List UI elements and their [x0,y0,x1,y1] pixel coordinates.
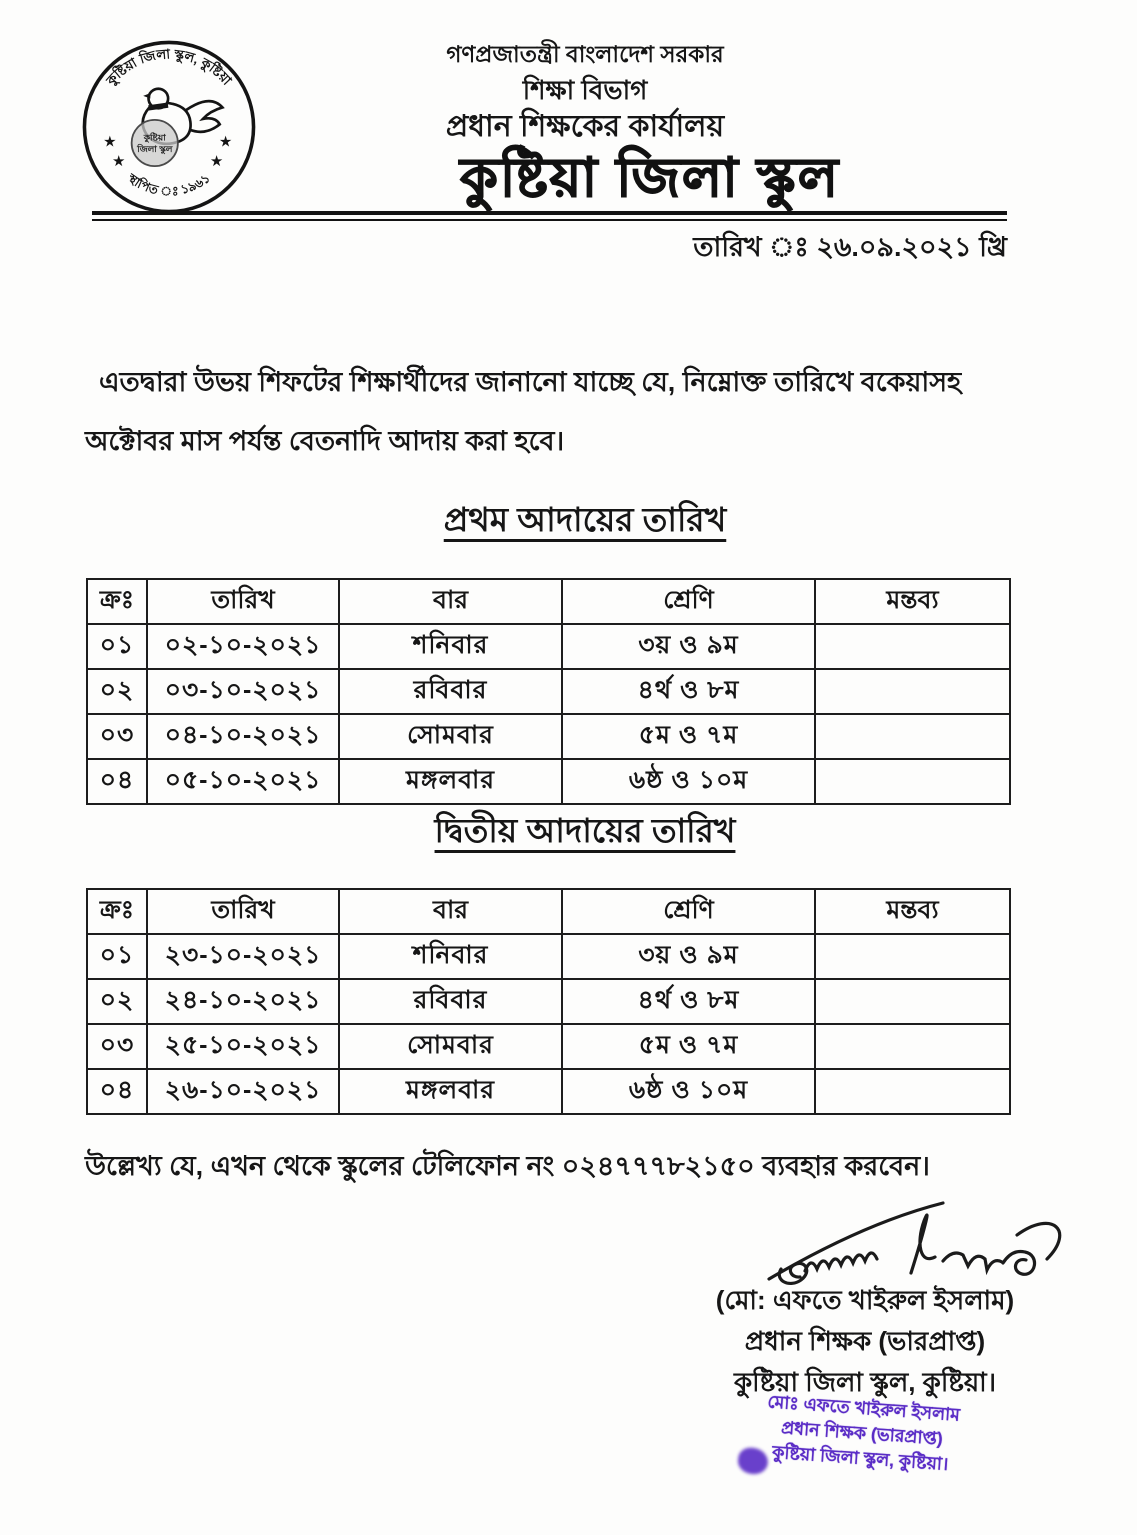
table-cell: ০৪ [87,759,147,804]
table-cell: ০৫-১০-২০২১ [147,759,339,804]
table-cell: ৩য় ও ৯ম [562,624,815,669]
seal-center-line1: কুষ্টিয়া [143,132,166,143]
column-header: ক্রঃ [87,579,147,624]
table-cell: ০৪ [87,1069,147,1114]
column-header: শ্রেণি [562,579,815,624]
table-cell: রবিবার [339,669,562,714]
table-cell: ৪র্থ ও ৮ম [562,669,815,714]
table-cell: ০১ [87,624,147,669]
table-cell: মঙ্গলবার [339,1069,562,1114]
table-row [87,759,1010,804]
table-cell [815,624,1010,669]
first-collection-table [86,578,1011,805]
school-seal [80,38,258,216]
stamp-name: মোঃ এফতে খাইরুল ইসলাম [766,1391,961,1425]
first-collection-heading: প্রথম আদায়ের তারিখ [443,501,727,538]
seal-center-line2: জিলা স্কুল [137,143,173,154]
govt-title: গণপ্রজাতন্ত্রী বাংলাদেশ সরকার [446,41,724,67]
table-row [87,669,1010,714]
table-row [87,1024,1010,1069]
table-cell: ৬ষ্ঠ ও ১০ম [562,759,815,804]
table-cell [815,934,1010,979]
table-cell [815,979,1010,1024]
table-row [87,624,1010,669]
school-name: কুষ্টিয়া জিলা স্কুল [460,148,840,208]
table-cell: ০২ [87,979,147,1024]
stamp-title: প্রধান শিক্ষক (ভারপ্রাপ্ত) [780,1417,944,1449]
table-header-row [87,579,1010,624]
table-row [87,934,1010,979]
second-collection-heading: দ্বিতীয় আদায়ের তারিখ [434,812,736,849]
table-cell: রবিবার [339,979,562,1024]
table-cell [815,759,1010,804]
table-cell: ৫ম ও ৭ম [562,1024,815,1069]
table-cell: ৫ম ও ৭ম [562,714,815,759]
table-cell: ০৪-১০-২০২১ [147,714,339,759]
office-title: প্রধান শিক্ষকের কার্যালয় [445,110,725,143]
table-cell [815,1069,1010,1114]
office-stamp [740,1388,985,1479]
column-header: ক্রঃ [87,889,147,934]
signature-handwriting [765,1193,1085,1293]
table-cell [815,669,1010,714]
seal-top-text: কুষ্টিয়া জিলা স্কুল, কুষ্টিয়া [103,46,235,88]
seal-globe [132,120,178,166]
seal-bottom-text: স্থাপিত ঃ ১৯৬১ [125,171,213,199]
table-cell: ২৪-১০-২০২১ [147,979,339,1024]
table-cell: ২৫-১০-২০২১ [147,1024,339,1069]
table-cell: ২৬-১০-২০২১ [147,1069,339,1114]
table-cell: সোমবার [339,1024,562,1069]
table-cell: ২৩-১০-২০২১ [147,934,339,979]
phone-note: উল্লেখ্য যে, এখন থেকে স্কুলের টেলিফোন নং ০২৪৭৭৭৮২১৫০ ব্যবহার করবেন। [85,1151,930,1181]
star-icon: ★ [218,133,233,151]
department-title: শিক্ষা বিভাগ [522,75,648,105]
signatory-name: (মো: এফতে খাইরুল ইসলাম) [715,1285,1015,1315]
column-header: তারিখ [147,579,339,624]
table-cell [815,714,1010,759]
header-divider [92,211,1007,221]
table-cell: ৪র্থ ও ৮ম [562,979,815,1024]
column-header: বার [339,579,562,624]
table-cell: ০৩ [87,1024,147,1069]
stamp-org: কুষ্টিয়া জিলা স্কুল, কুষ্টিয়া। [771,1441,949,1474]
column-header: মন্তব্য [815,889,1010,934]
star-icon: ★ [209,153,224,171]
star-icon: ★ [103,133,117,151]
column-header: মন্তব্য [815,579,1010,624]
table-cell: ০৩ [87,714,147,759]
table-cell: শনিবার [339,934,562,979]
table-header-row [87,889,1010,934]
table-cell: ০৩-১০-২০২১ [147,669,339,714]
table-row [87,979,1010,1024]
second-collection-table [86,888,1011,1115]
notice-paragraph: এতদ্বারা উভয় শিফটের শিক্ষার্থীদের জানানো যাচ্ছে যে, নিম্নোক্ত তারিখে বকেয়াসহ অক্টোবর মাস পর্যন্ত বেতনাদি আদায় করা হবে। [85,367,962,457]
column-header: শ্রেণি [562,889,815,934]
table-cell: ৩য় ও ৯ম [562,934,815,979]
table-cell: মঙ্গলবার [339,759,562,804]
table-cell: ০১ [87,934,147,979]
signatory-title: প্রধান শিক্ষক (ভারপ্রাপ্ত) [744,1326,986,1356]
column-header: বার [339,889,562,934]
table-cell: ০২-১০-২০২১ [147,624,339,669]
date-line: তারিখ ঃ ২৬.০৯.২০২১ খ্রি [693,232,1007,262]
signatory-org: কুষ্টিয়া জিলা স্কুল, কুষ্টিয়া। [733,1367,997,1397]
star-icon: ★ [112,153,126,171]
table-cell: ৬ষ্ঠ ও ১০ম [562,1069,815,1114]
table-row [87,714,1010,759]
table-cell [815,1024,1010,1069]
table-cell: ০২ [87,669,147,714]
table-cell: সোমবার [339,714,562,759]
column-header: তারিখ [147,889,339,934]
table-cell: শনিবার [339,624,562,669]
signatory-block [690,1280,1040,1403]
table-row [87,1069,1010,1114]
